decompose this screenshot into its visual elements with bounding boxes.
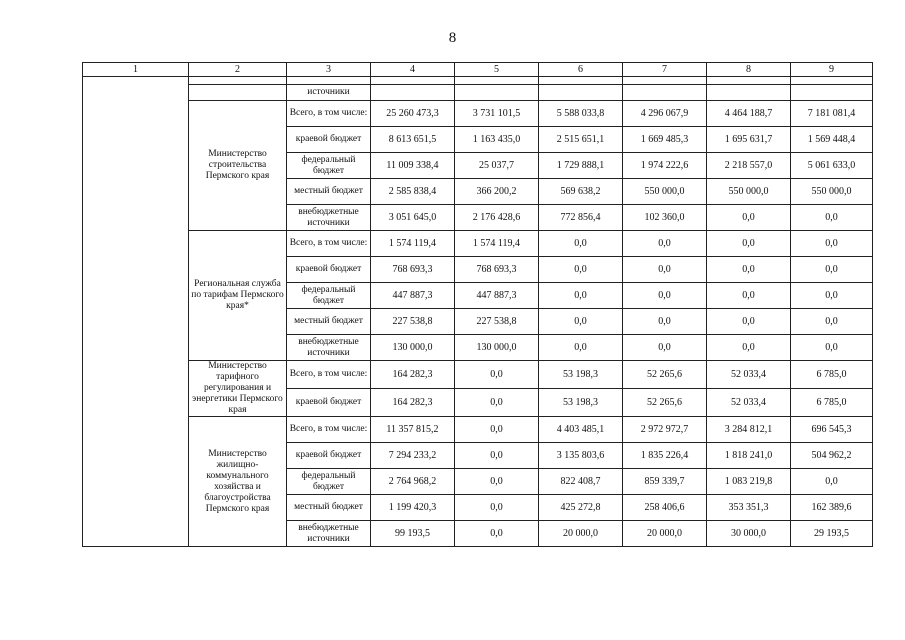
amount-cell: 0,0 bbox=[455, 521, 539, 547]
amount-cell: 0,0 bbox=[539, 257, 623, 283]
funding-source-cell: местный бюджет bbox=[287, 309, 371, 335]
table-row bbox=[83, 417, 873, 443]
amount-cell: 0,0 bbox=[791, 309, 873, 335]
amount-cell: 1 818 241,0 bbox=[707, 443, 791, 469]
amount-cell: 1 163 435,0 bbox=[455, 127, 539, 153]
amount-cell: 1 729 888,1 bbox=[539, 153, 623, 179]
amount-cell: 0,0 bbox=[791, 231, 873, 257]
table-row bbox=[83, 101, 873, 127]
amount-cell: 6 785,0 bbox=[791, 389, 873, 417]
amount-cell: 0,0 bbox=[791, 257, 873, 283]
column-header: 8 bbox=[707, 63, 791, 77]
amount-cell: 162 389,6 bbox=[791, 495, 873, 521]
amount-cell: 0,0 bbox=[539, 309, 623, 335]
page-number: 8 bbox=[448, 30, 457, 46]
table-row bbox=[83, 231, 873, 257]
amount-cell: 0,0 bbox=[623, 283, 707, 309]
column-header: 3 bbox=[287, 63, 371, 77]
amount-cell: 0,0 bbox=[791, 335, 873, 361]
table-body bbox=[83, 63, 873, 547]
amount-cell: 696 545,3 bbox=[791, 417, 873, 443]
amount-cell: 52 265,6 bbox=[623, 389, 707, 417]
amount-cell: 1 669 485,3 bbox=[623, 127, 707, 153]
amount-cell: 1 835 226,4 bbox=[623, 443, 707, 469]
amount-cell: 0,0 bbox=[707, 335, 791, 361]
amount-cell: 0,0 bbox=[707, 257, 791, 283]
amount-cell: 0,0 bbox=[791, 205, 873, 231]
amount-cell: 20 000,0 bbox=[539, 521, 623, 547]
amount-cell: 1 574 119,4 bbox=[371, 231, 455, 257]
amount-cell: 0,0 bbox=[623, 257, 707, 283]
amount-cell: 0,0 bbox=[707, 231, 791, 257]
funding-source-cell: местный бюджет bbox=[287, 495, 371, 521]
amount-cell: 52 265,6 bbox=[623, 361, 707, 389]
amount-cell: 4 296 067,9 bbox=[623, 101, 707, 127]
amount-cell: 52 033,4 bbox=[707, 361, 791, 389]
amount-cell: 447 887,3 bbox=[371, 283, 455, 309]
amount-cell: 2 972 972,7 bbox=[623, 417, 707, 443]
amount-cell: 2 218 557,0 bbox=[707, 153, 791, 179]
amount-cell: 768 693,3 bbox=[371, 257, 455, 283]
amount-cell: 0,0 bbox=[455, 495, 539, 521]
amount-cell: 2 176 428,6 bbox=[455, 205, 539, 231]
column-header: 2 bbox=[189, 63, 287, 77]
amount-cell: 0,0 bbox=[791, 469, 873, 495]
amount-cell: 164 282,3 bbox=[371, 389, 455, 417]
funding-source-cell: краевой бюджет bbox=[287, 443, 371, 469]
amount-cell: 0,0 bbox=[455, 469, 539, 495]
amount-cell: 4 464 188,7 bbox=[707, 101, 791, 127]
amount-cell: 130 000,0 bbox=[371, 335, 455, 361]
amount-cell: 447 887,3 bbox=[455, 283, 539, 309]
column-header: 9 bbox=[791, 63, 873, 77]
amount-cell: 3 051 645,0 bbox=[371, 205, 455, 231]
amount-cell: 822 408,7 bbox=[539, 469, 623, 495]
amount-cell: 1 569 448,4 bbox=[791, 127, 873, 153]
amount-cell: 0,0 bbox=[539, 231, 623, 257]
amount-cell: 1 574 119,4 bbox=[455, 231, 539, 257]
amount-cell: 30 000,0 bbox=[707, 521, 791, 547]
amount-cell: 258 406,6 bbox=[623, 495, 707, 521]
amount-cell: 550 000,0 bbox=[623, 179, 707, 205]
funding-source-cell: краевой бюджет bbox=[287, 127, 371, 153]
amount-cell: 3 731 101,5 bbox=[455, 101, 539, 127]
amount-cell: 8 613 651,5 bbox=[371, 127, 455, 153]
amount-cell: 20 000,0 bbox=[623, 521, 707, 547]
amount-cell: 0,0 bbox=[791, 283, 873, 309]
amount-cell: 99 193,5 bbox=[371, 521, 455, 547]
amount-cell: 0,0 bbox=[623, 231, 707, 257]
funding-source-cell: краевой бюджет bbox=[287, 257, 371, 283]
amount-cell: 7 294 233,2 bbox=[371, 443, 455, 469]
funding-source-cell: Всего, в том числе: bbox=[287, 361, 371, 389]
funding-source-cell: внебюджетные источники bbox=[287, 205, 371, 231]
funding-source-cell: федеральный бюджет bbox=[287, 469, 371, 495]
organization-cell: Министерство тарифного регулирования и энергетики Пермского края bbox=[189, 361, 287, 417]
funding-source-cell: Всего, в том числе: bbox=[287, 231, 371, 257]
amount-cell: 1 695 631,7 bbox=[707, 127, 791, 153]
table-row bbox=[83, 361, 873, 389]
amount-cell: 0,0 bbox=[707, 309, 791, 335]
amount-cell: 4 403 485,1 bbox=[539, 417, 623, 443]
amount-cell: 1 974 222,6 bbox=[623, 153, 707, 179]
amount-cell: 164 282,3 bbox=[371, 361, 455, 389]
organization-cell: Региональная служба по тарифам Пермского края* bbox=[189, 231, 287, 361]
amount-cell: 425 272,8 bbox=[539, 495, 623, 521]
amount-cell: 550 000,0 bbox=[791, 179, 873, 205]
amount-cell: 3 135 803,6 bbox=[539, 443, 623, 469]
amount-cell: 0,0 bbox=[623, 309, 707, 335]
amount-cell: 227 538,8 bbox=[455, 309, 539, 335]
funding-source-cell: внебюджетные источники bbox=[287, 335, 371, 361]
amount-cell: 53 198,3 bbox=[539, 389, 623, 417]
continuation-source-cell: источники bbox=[287, 85, 371, 101]
column-header: 5 bbox=[455, 63, 539, 77]
amount-cell: 504 962,2 bbox=[791, 443, 873, 469]
funding-source-cell: Всего, в том числе: bbox=[287, 417, 371, 443]
amount-cell: 550 000,0 bbox=[707, 179, 791, 205]
amount-cell: 52 033,4 bbox=[707, 389, 791, 417]
column-header: 7 bbox=[623, 63, 707, 77]
amount-cell: 0,0 bbox=[539, 283, 623, 309]
amount-cell: 0,0 bbox=[539, 335, 623, 361]
amount-cell: 3 284 812,1 bbox=[707, 417, 791, 443]
amount-cell: 0,0 bbox=[623, 335, 707, 361]
funding-source-cell: федеральный бюджет bbox=[287, 153, 371, 179]
amount-cell: 0,0 bbox=[455, 389, 539, 417]
spacer-row bbox=[83, 77, 873, 85]
funding-source-cell: Всего, в том числе: bbox=[287, 101, 371, 127]
amount-cell: 11 009 338,4 bbox=[371, 153, 455, 179]
funding-source-cell: местный бюджет bbox=[287, 179, 371, 205]
funding-source-cell: краевой бюджет bbox=[287, 389, 371, 417]
funding-source-cell: федеральный бюджет bbox=[287, 283, 371, 309]
amount-cell: 53 198,3 bbox=[539, 361, 623, 389]
blank-column-1 bbox=[83, 77, 189, 547]
amount-cell: 768 693,3 bbox=[455, 257, 539, 283]
amount-cell: 0,0 bbox=[707, 283, 791, 309]
amount-cell: 25 260 473,3 bbox=[371, 101, 455, 127]
amount-cell: 0,0 bbox=[455, 361, 539, 389]
amount-cell: 0,0 bbox=[707, 205, 791, 231]
amount-cell: 569 638,2 bbox=[539, 179, 623, 205]
budget-table bbox=[82, 62, 873, 547]
amount-cell: 859 339,7 bbox=[623, 469, 707, 495]
amount-cell: 0,0 bbox=[455, 417, 539, 443]
amount-cell: 130 000,0 bbox=[455, 335, 539, 361]
continuation-row bbox=[83, 85, 873, 101]
amount-cell: 29 193,5 bbox=[791, 521, 873, 547]
amount-cell: 2 764 968,2 bbox=[371, 469, 455, 495]
column-number-row bbox=[83, 63, 873, 77]
amount-cell: 2 515 651,1 bbox=[539, 127, 623, 153]
amount-cell: 1 199 420,3 bbox=[371, 495, 455, 521]
amount-cell: 5 588 033,8 bbox=[539, 101, 623, 127]
column-header: 4 bbox=[371, 63, 455, 77]
amount-cell: 1 083 219,8 bbox=[707, 469, 791, 495]
amount-cell: 2 585 838,4 bbox=[371, 179, 455, 205]
amount-cell: 25 037,7 bbox=[455, 153, 539, 179]
column-header: 6 bbox=[539, 63, 623, 77]
amount-cell: 366 200,2 bbox=[455, 179, 539, 205]
amount-cell: 6 785,0 bbox=[791, 361, 873, 389]
amount-cell: 227 538,8 bbox=[371, 309, 455, 335]
amount-cell: 0,0 bbox=[455, 443, 539, 469]
funding-source-cell: внебюджетные источники bbox=[287, 521, 371, 547]
column-header: 1 bbox=[83, 63, 189, 77]
amount-cell: 7 181 081,4 bbox=[791, 101, 873, 127]
amount-cell: 102 360,0 bbox=[623, 205, 707, 231]
organization-cell: Министерство жилищно-коммунального хозяйства и благоустройства Пермского края bbox=[189, 417, 287, 547]
amount-cell: 353 351,3 bbox=[707, 495, 791, 521]
amount-cell: 772 856,4 bbox=[539, 205, 623, 231]
organization-cell: Министерство строительства Пермского края bbox=[189, 101, 287, 231]
amount-cell: 5 061 633,0 bbox=[791, 153, 873, 179]
amount-cell: 11 357 815,2 bbox=[371, 417, 455, 443]
